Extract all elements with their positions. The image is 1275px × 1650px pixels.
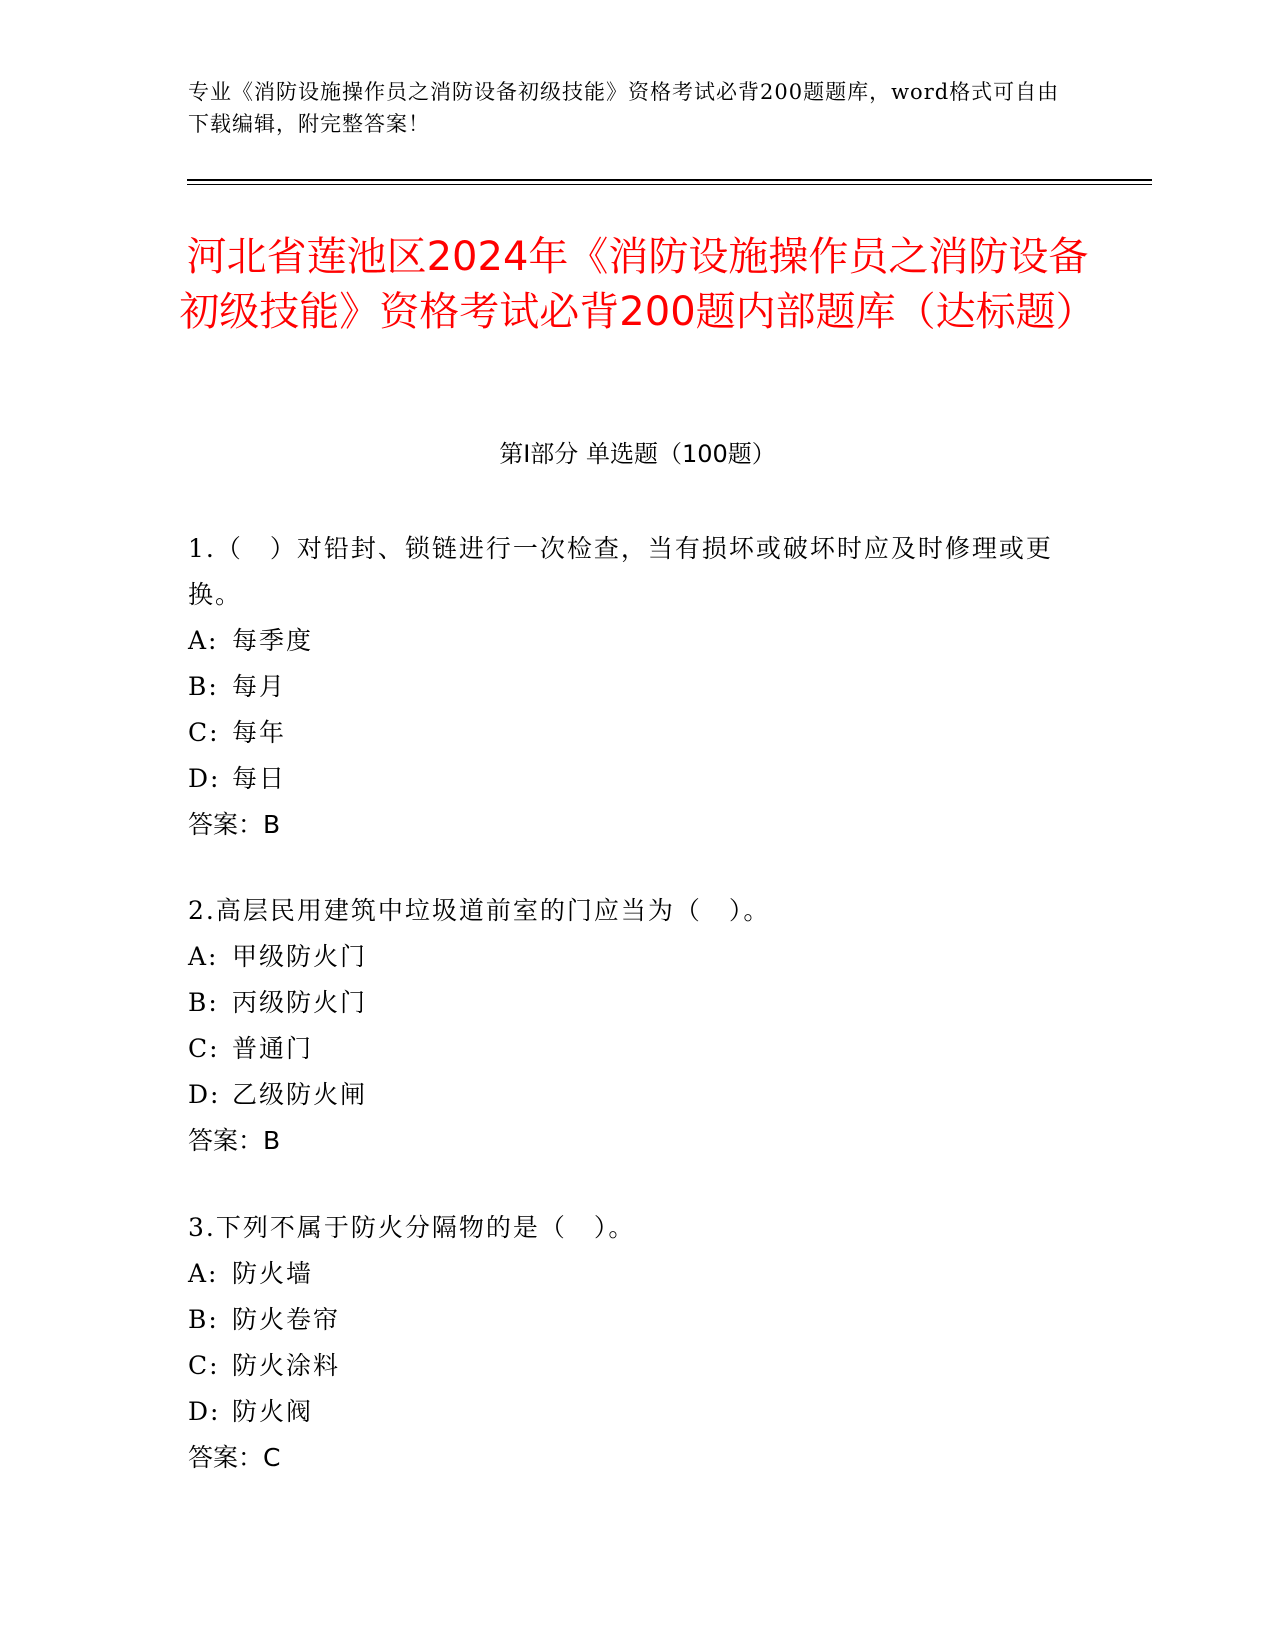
question-text: 3.下列不属于防火分隔物的是（ ）。: [188, 1213, 636, 1242]
header-divider-thin: [187, 184, 1152, 185]
answer: 答案：B: [188, 810, 281, 839]
header-note: 专业《消防设施操作员之消防设备初级技能》资格考试必背200题题库，word格式可自由下载编辑，附完整答案！: [188, 80, 1060, 136]
answer: 答案：C: [188, 1443, 281, 1472]
option-text: 每季度: [232, 626, 314, 655]
option-c: [188, 1026, 1068, 1072]
header-divider-thick: [187, 179, 1152, 181]
answer: 答案：B: [188, 1126, 281, 1155]
option-text: 防火墙: [232, 1259, 314, 1288]
option-d: [188, 1389, 1068, 1435]
question-text: 1.（ ）对铅封、锁链进行一次检查，当有损坏或破坏时应及时修理或更换。: [188, 534, 1053, 609]
option-text: 防火涂料: [232, 1351, 341, 1380]
option-key: B:: [188, 672, 219, 701]
option-text: 普通门: [232, 1034, 314, 1063]
option-c: [188, 710, 1068, 756]
option-text: 每月: [232, 672, 287, 701]
question-2: [188, 888, 1068, 1164]
option-c: [188, 1343, 1068, 1389]
option-a: [188, 934, 1068, 980]
option-key: C:: [188, 1351, 220, 1380]
option-text: 防火阀: [232, 1397, 314, 1426]
option-b: [188, 980, 1068, 1026]
option-b: [188, 1297, 1068, 1343]
option-a: [188, 1251, 1068, 1297]
option-key: A:: [188, 942, 219, 971]
option-key: D:: [188, 1397, 221, 1426]
question-1: [188, 526, 1068, 848]
option-text: 甲级防火门: [232, 942, 368, 971]
option-key: C:: [188, 718, 220, 747]
option-d: [188, 1072, 1068, 1118]
section-title: 第Ⅰ部分 单选题（100题）: [499, 440, 776, 468]
option-b: [188, 664, 1068, 710]
option-key: D:: [188, 1080, 221, 1109]
option-d: [188, 756, 1068, 802]
option-text: 丙级防火门: [232, 988, 368, 1017]
option-key: A:: [188, 626, 219, 655]
option-key: C:: [188, 1034, 220, 1063]
option-key: A:: [188, 1259, 219, 1288]
document-title: 河北省莲池区2024年《消防设施操作员之消防设备初级技能》资格考试必背200题内部题库（达标题）: [179, 234, 1096, 335]
option-key: D:: [188, 764, 221, 793]
option-text: 乙级防火闸: [232, 1080, 368, 1109]
option-text: 每年: [232, 718, 287, 747]
option-key: B:: [188, 988, 219, 1017]
question-3: [188, 1205, 1068, 1481]
option-key: B:: [188, 1305, 219, 1334]
option-text: 每日: [232, 764, 287, 793]
option-a: [188, 618, 1068, 664]
question-text: 2.高层民用建筑中垃圾道前室的门应当为（ ）。: [188, 896, 771, 925]
option-text: 防火卷帘: [232, 1305, 341, 1334]
